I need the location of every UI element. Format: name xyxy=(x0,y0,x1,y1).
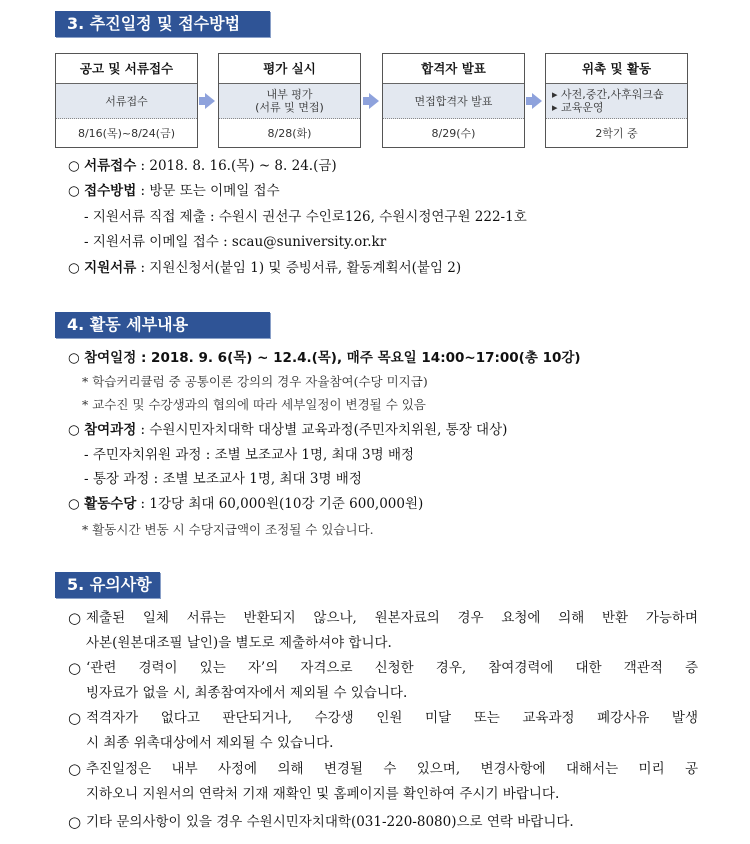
course-line: ○ 참여과정 : 수원시민자치대학 대상별 교육과정(주민자치위원, 통장 대상) xyxy=(68,422,508,438)
section-4-title: 4. 활동 세부내용 xyxy=(55,312,270,338)
step-head: 평가 실시 xyxy=(219,54,360,84)
step-date: 8/28(화) xyxy=(267,127,312,140)
pay-line: ○ 활동수당 : 1강당 최대 60,000원(10강 기준 600,000원) xyxy=(68,496,424,512)
step-date: 8/29(수) xyxy=(431,127,476,140)
step-head: 위촉 및 활동 xyxy=(546,54,687,84)
notice-item: ○ 제출된 일체 서류는 반환되지 않으나, 원본자료의 경우 요청에 의해 반환 가능하며 사본(원본대조필 날인)을 별도로 제출하셔야 합니다. xyxy=(68,609,698,651)
step-desc: ▸ 교육운영 xyxy=(552,101,604,114)
step-desc: 내부 평가 xyxy=(266,88,313,101)
arrow-right-icon xyxy=(205,93,215,109)
step-box-1 xyxy=(55,53,198,148)
section-3-title: 3. 추진일정 및 접수방법 xyxy=(55,11,270,37)
section-5-title: 5. 유의사항 xyxy=(55,572,160,598)
notice-item: ○ 기타 문의사항이 있을 경우 수원시민자치대학(031-220-8080)으로 연락 바랍니다. xyxy=(68,813,574,831)
step-head: 공고 및 서류접수 xyxy=(56,54,197,84)
note-line: * 학습커리큘럼 중 공통이론 강의의 경우 자율참여(수당 미지급) xyxy=(82,374,428,389)
step-box-2 xyxy=(218,53,361,148)
info-subline: - 지원서류 직접 제출 : 수원시 권선구 수인로126, 수원시정연구원 222-1호 xyxy=(84,209,527,225)
step-desc: 면접합격자 발표 xyxy=(414,94,493,108)
step-desc: ▸ 사전,중간,사후워크숍 xyxy=(552,88,664,101)
notice-item: ○ 추진일정은 내부 사정에 의해 변경될 수 있으며, 변경사항에 대해서는 미리 공 지하오니 지원서의 연락처 기재 재확인 및 홈페이지를 확인하여 주시기 바랍니다. xyxy=(68,760,698,802)
step-date: 2학기 중 xyxy=(595,127,638,140)
notice-item: ○ 적격자가 없다고 판단되거나, 수강생 인원 미달 또는 교육과정 폐강사유 발생 시 최종 위촉대상에서 제외될 수 있습니다. xyxy=(68,709,698,751)
step-desc: 서류접수 xyxy=(105,94,148,108)
note-line: * 교수진 및 수강생과의 협의에 따라 세부일정이 변경될 수 있음 xyxy=(82,397,426,412)
info-subline-email: - 지원서류 이메일 접수 : scau@suniversity.or.kr xyxy=(84,234,387,250)
step-head: 합격자 발표 xyxy=(383,54,524,84)
step-box-3 xyxy=(382,53,525,148)
step-desc: (서류 및 면접) xyxy=(255,101,324,114)
notice-item: ○ ‘관련 경력이 있는 자’의 자격으로 신청한 경우, 참여경력에 대한 객관적 증 빙자료가 없을 시, 최종참여자에서 제외될 수 있습니다. xyxy=(68,659,698,701)
info-line: ○ 서류접수 : 2018. 8. 16.(목) ~ 8. 24.(금) xyxy=(68,158,337,174)
note-line: * 활동시간 변동 시 수당지급액이 조정될 수 있습니다. xyxy=(82,522,374,537)
arrow-right-icon xyxy=(532,93,542,109)
step-box-4 xyxy=(545,53,688,148)
course-sub: - 통장 과정 : 조별 보조교사 1명, 최대 3명 배정 xyxy=(84,471,362,487)
info-line: ○ 지원서류 : 지원신청서(붙임 1) 및 증빙서류, 활동계획서(붙임 2) xyxy=(68,260,462,276)
course-sub: - 주민자치위원 과정 : 조별 보조교사 1명, 최대 3명 배정 xyxy=(84,447,415,463)
schedule-line: ○ 참여일정 : 2018. 9. 6(목) ~ 12.4.(목), 매주 목요일 14:00~17:00(총 10강) xyxy=(68,350,581,366)
step-date: 8/16(목)~8/24(금) xyxy=(77,127,176,140)
info-line: ○ 접수방법 : 방문 또는 이메일 접수 xyxy=(68,183,280,199)
arrow-right-icon xyxy=(369,93,379,109)
